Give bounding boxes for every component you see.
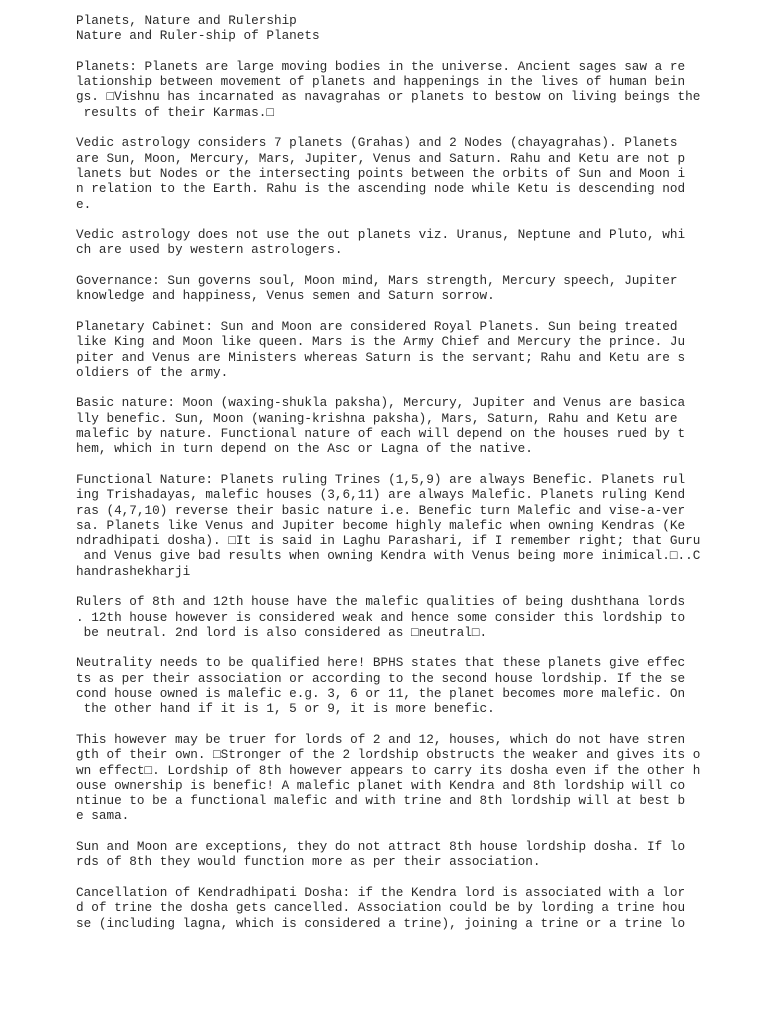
paragraph-line: the other hand if it is 1, 5 or 9, it is more benefic.: [76, 701, 495, 717]
paragraph-line: malefic by nature. Functional nature of each will depend on the houses rued by t: [76, 426, 686, 442]
paragraph-line: Vedic astrology does not use the out planets viz. Uranus, Neptune and Pluto, whi: [76, 227, 686, 243]
paragraph-line: se (including lagna, which is considered a trine), joining a trine or a trine lo: [76, 915, 686, 931]
paragraph: [76, 227, 696, 258]
paragraph-line: d of trine the dosha gets cancelled. Association could be by lording a trine hou: [76, 900, 686, 916]
paragraph: [76, 885, 696, 931]
paragraph-line: hem, which in turn depend on the Asc or Lagna of the native.: [76, 441, 533, 457]
paragraph-line: Functional Nature: Planets ruling Trines (1,5,9) are always Benefic. Planets rul: [76, 471, 686, 487]
paragraph-line: and Venus give bad results when owning Kendra with Venus being more inimical.□..C: [76, 548, 701, 564]
paragraph-line: are Sun, Moon, Mercury, Mars, Jupiter, Venus and Saturn. Rahu and Ketu are not p: [76, 150, 686, 166]
document-heading: [76, 13, 696, 44]
document-page: [76, 13, 701, 946]
paragraph-line: Governance: Sun governs soul, Moon mind, Mars strength, Mercury speech, Jupiter: [76, 273, 678, 289]
paragraph: [76, 395, 696, 456]
paragraph-line: ing Trishadayas, malefic houses (3,6,11) are always Malefic. Planets ruling Kend: [76, 487, 686, 503]
paragraph-line: Basic nature: Moon (waxing-shukla paksha), Mercury, Jupiter and Venus are basica: [76, 395, 686, 411]
paragraph-line: ntinue to be a functional malefic and with trine and 8th lordship will at best b: [76, 793, 686, 809]
paragraph-line: Sun and Moon are exceptions, they do not attract 8th house lordship dosha. If lo: [76, 839, 686, 855]
paragraph-line: ch are used by western astrologers.: [76, 242, 343, 258]
paragraph: [76, 273, 696, 304]
paragraph: [76, 319, 696, 380]
paragraph-line: lationship between movement of planets and happenings in the lives of human bein: [76, 74, 686, 90]
paragraph-line: ndradhipati dosha). □It is said in Laghu Parashari, if I remember right; that Guru: [76, 533, 701, 549]
paragraph: [76, 58, 701, 120]
paragraph: [76, 594, 696, 640]
paragraph-line: n relation to the Earth. Rahu is the ascending node while Ketu is descending nod: [76, 181, 686, 197]
paragraph-line: gs. □Vishnu has incarnated as navagrahas or planets to bestow on living beings the: [76, 89, 701, 105]
paragraph: [76, 135, 696, 211]
paragraph-line: e.: [76, 196, 92, 212]
document-subtitle: Nature and Ruler-ship of Planets: [76, 28, 320, 44]
paragraph: [76, 839, 696, 870]
paragraph-line: be neutral. 2nd lord is also considered as □neutral□.: [76, 624, 488, 640]
document-body: [76, 58, 701, 931]
paragraph-line: handrashekharji: [76, 563, 191, 579]
paragraph-line: results of their Karmas.□: [76, 104, 274, 120]
paragraph-line: cond house owned is malefic e.g. 3, 6 or 11, the planet becomes more malefic. On: [76, 686, 686, 702]
paragraph-line: knowledge and happiness, Venus semen and Saturn sorrow.: [76, 288, 495, 304]
paragraph-line: Vedic astrology considers 7 planets (Grahas) and 2 Nodes (chayagrahas). Planets: [76, 135, 678, 151]
paragraph-line: ts as per their association or according to the second house lordship. If the se: [76, 670, 686, 686]
paragraph-line: . 12th house however is considered weak and hence some consider this lordship to: [76, 609, 686, 625]
document-title: Planets, Nature and Rulership: [76, 13, 297, 28]
paragraph-line: ouse ownership is benefic! A malefic planet with Kendra and 8th lordship will co: [76, 777, 686, 793]
paragraph-line: wn effect□. Lordship of 8th however appears to carry its dosha even if the other h: [76, 762, 701, 778]
paragraph-line: oldiers of the army.: [76, 364, 229, 380]
paragraph-line: e sama.: [76, 808, 130, 824]
paragraph-line: gth of their own. □Stronger of the 2 lordship obstructs the weaker and gives its o: [76, 747, 701, 763]
paragraph-line: Planetary Cabinet: Sun and Moon are considered Royal Planets. Sun being treated: [76, 318, 678, 334]
paragraph-line: like King and Moon like queen. Mars is the Army Chief and Mercury the prince. Ju: [76, 334, 686, 350]
paragraph-line: lanets but Nodes or the intersecting points between the orbits of Sun and Moon i: [76, 165, 686, 181]
paragraph-line: ras (4,7,10) reverse their basic nature i.e. Benefic turn Malefic and vise-a-ver: [76, 502, 686, 518]
paragraph-line: Planets: Planets are large moving bodies in the universe. Ancient sages saw a re: [76, 58, 686, 74]
paragraph-line: Cancellation of Kendradhipati Dosha: if the Kendra lord is associated with a lor: [76, 884, 686, 900]
paragraph-line: piter and Venus are Ministers whereas Saturn is the servant; Rahu and Ketu are s: [76, 349, 686, 365]
paragraph-line: rds of 8th they would function more as per their association.: [76, 854, 541, 870]
paragraph-line: This however may be truer for lords of 2 and 12, houses, which do not have stren: [76, 731, 686, 747]
paragraph-line: Rulers of 8th and 12th house have the malefic qualities of being dushthana lords: [76, 594, 686, 610]
paragraph-line: lly benefic. Sun, Moon (waning-krishna paksha), Mars, Saturn, Rahu and Ketu are: [76, 410, 678, 426]
paragraph-line: sa. Planets like Venus and Jupiter become highly malefic when owning Kendras (Ke: [76, 517, 686, 533]
paragraph-line: Neutrality needs to be qualified here! BPHS states that these planets give effec: [76, 655, 686, 671]
paragraph: [76, 655, 696, 716]
paragraph: [76, 471, 701, 579]
paragraph: [76, 731, 701, 824]
